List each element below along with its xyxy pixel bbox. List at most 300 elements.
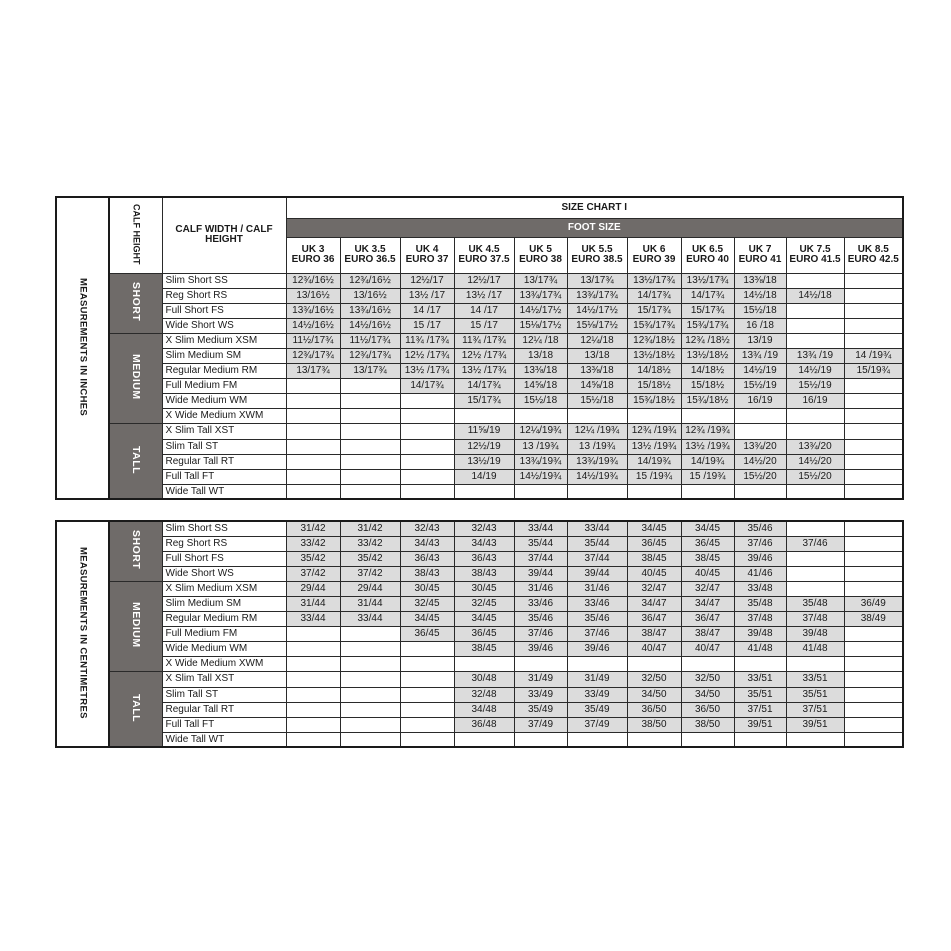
size-cell: 13½/19	[454, 454, 514, 469]
size-cell	[844, 566, 903, 581]
row-label: Regular Tall RT	[162, 702, 286, 717]
size-cell: 13/18	[567, 348, 627, 363]
size-cell: 39/48	[786, 627, 844, 642]
size-cell: 12¾/17¾	[286, 348, 340, 363]
size-cell: 15/17¾	[454, 394, 514, 409]
size-cell	[734, 657, 786, 672]
size-cell: 15/17¾	[627, 303, 681, 318]
chart-title: SIZE CHART I	[286, 197, 903, 218]
size-cell	[734, 484, 786, 499]
size-cell: 33/42	[286, 536, 340, 551]
size-cell: 12½/19	[454, 439, 514, 454]
size-cell: 37/51	[786, 702, 844, 717]
size-cell: 13/16½	[340, 288, 400, 303]
size-cell: 14⅝/18	[567, 379, 627, 394]
size-cell	[340, 657, 400, 672]
size-cell	[286, 702, 340, 717]
size-cell: 14 /17	[400, 303, 454, 318]
size-cell: 31/42	[286, 521, 340, 536]
uk-size: UK 4.5	[468, 244, 500, 255]
size-cell: 37/46	[734, 536, 786, 551]
size-cell	[400, 424, 454, 439]
size-cell: 14½/18	[786, 288, 844, 303]
size-cell: 15/19¾	[844, 364, 903, 379]
size-cell: 13/16½	[286, 288, 340, 303]
size-cell: 37/46	[786, 536, 844, 551]
size-cell: 32/50	[681, 672, 734, 687]
table-row	[56, 717, 903, 732]
uk-size: UK 5.5	[581, 244, 613, 255]
size-cell: 36/49	[844, 596, 903, 611]
size-cell: 35/42	[340, 551, 400, 566]
row-label: X Slim Medium XSM	[162, 581, 286, 596]
size-cell	[286, 672, 340, 687]
size-cell: 13¾/17¾	[567, 288, 627, 303]
row-label: Wide Short WS	[162, 318, 286, 333]
size-cell: 32/45	[400, 596, 454, 611]
size-cell	[627, 732, 681, 747]
row-label: Slim Medium SM	[162, 348, 286, 363]
size-cell: 31/44	[340, 596, 400, 611]
table-row	[56, 318, 903, 333]
size-header	[286, 237, 340, 273]
size-cell	[844, 333, 903, 348]
unit-label: MEASUREMENTS IN INCHES	[77, 277, 89, 416]
table-row	[56, 409, 903, 424]
size-cell: 32/43	[400, 521, 454, 536]
row-label: Reg Short RS	[162, 288, 286, 303]
size-cell	[844, 469, 903, 484]
size-cell: 36/50	[681, 702, 734, 717]
table-row	[56, 521, 903, 536]
size-cell: 13/19	[734, 333, 786, 348]
size-cell	[681, 409, 734, 424]
size-cell: 35/42	[286, 551, 340, 566]
unit-label-cell	[56, 521, 109, 747]
size-cell	[400, 469, 454, 484]
size-cell: 13¾ /19	[786, 348, 844, 363]
size-cell	[844, 303, 903, 318]
size-cell: 39/44	[514, 566, 567, 581]
size-cell: 36/47	[627, 612, 681, 627]
size-cell	[844, 394, 903, 409]
title-row	[56, 197, 903, 218]
size-cell	[400, 687, 454, 702]
uk-size: UK 4	[415, 244, 439, 255]
size-cell	[340, 379, 400, 394]
size-cell: 34/45	[454, 612, 514, 627]
table-row	[56, 642, 903, 657]
size-cell: 15 /17	[400, 318, 454, 333]
size-cell: 36/43	[400, 551, 454, 566]
size-cell: 36/48	[454, 717, 514, 732]
size-cell	[786, 581, 844, 596]
size-cell	[844, 551, 903, 566]
size-cell	[734, 424, 786, 439]
table-row	[56, 439, 903, 454]
size-cell: 15½/20	[734, 469, 786, 484]
size-cell	[514, 732, 567, 747]
size-cell: 37/42	[340, 566, 400, 581]
size-cell: 34/45	[627, 521, 681, 536]
size-cell: 16 /18	[734, 318, 786, 333]
size-cell: 35/46	[514, 612, 567, 627]
size-cell	[340, 454, 400, 469]
size-cell: 34/43	[400, 536, 454, 551]
size-cell	[400, 409, 454, 424]
row-label: Full Short FS	[162, 303, 286, 318]
row-label: Regular Tall RT	[162, 454, 286, 469]
size-cell: 34/43	[454, 536, 514, 551]
uk-size: UK 7.5	[799, 244, 831, 255]
row-label: X Slim Medium XSM	[162, 333, 286, 348]
size-cell: 31/46	[514, 581, 567, 596]
size-cell	[400, 394, 454, 409]
size-cell: 39/46	[567, 642, 627, 657]
size-cell: 13¾/20	[786, 439, 844, 454]
size-cell	[286, 454, 340, 469]
size-cell: 40/45	[681, 566, 734, 581]
table-row	[56, 273, 903, 288]
size-cell: 13½/17¾	[627, 273, 681, 288]
uk-size: UK 7	[748, 244, 772, 255]
size-cell	[400, 454, 454, 469]
size-cell: 13⅜/18	[567, 364, 627, 379]
size-cell	[286, 424, 340, 439]
size-cell	[567, 409, 627, 424]
size-cell: 39/46	[734, 551, 786, 566]
size-cell	[400, 702, 454, 717]
size-cell: 34/50	[627, 687, 681, 702]
size-cell: 39/44	[567, 566, 627, 581]
uk-size: UK 6.5	[691, 244, 724, 255]
size-cell	[844, 273, 903, 288]
table-row	[56, 551, 903, 566]
table-row	[56, 672, 903, 687]
row-label: Full Tall FT	[162, 469, 286, 484]
size-cell: 36/45	[454, 627, 514, 642]
size-cell: 32/50	[627, 672, 681, 687]
size-cell: 15¾/17¾	[627, 318, 681, 333]
table-row	[56, 657, 903, 672]
size-cell	[734, 732, 786, 747]
size-cell: 35/51	[786, 687, 844, 702]
size-cell: 14½/19¾	[514, 469, 567, 484]
size-cell: 33/51	[734, 672, 786, 687]
size-cell: 35/48	[786, 596, 844, 611]
size-cell	[681, 484, 734, 499]
row-label: Full Medium FM	[162, 627, 286, 642]
row-label: Slim Medium SM	[162, 596, 286, 611]
size-cell: 33/44	[514, 521, 567, 536]
table-row	[56, 687, 903, 702]
size-cell: 37/42	[286, 566, 340, 581]
size-cell	[844, 687, 903, 702]
size-cell: 12¾/18½	[627, 333, 681, 348]
size-cell: 38/45	[627, 551, 681, 566]
size-cell: 38/50	[627, 717, 681, 732]
size-cell: 14½/16½	[286, 318, 340, 333]
size-cell: 40/45	[627, 566, 681, 581]
size-cell	[286, 642, 340, 657]
size-cell: 32/45	[454, 596, 514, 611]
size-cell: 33/42	[340, 536, 400, 551]
size-cell: 12½ /17¾	[454, 348, 514, 363]
size-cell	[844, 484, 903, 499]
uk-size: UK 8.5	[857, 244, 889, 255]
size-cell: 37/49	[514, 717, 567, 732]
size-cell	[340, 409, 400, 424]
size-cell	[400, 484, 454, 499]
size-cell: 29/44	[340, 581, 400, 596]
size-cell	[286, 439, 340, 454]
unit-label-cell	[56, 197, 109, 499]
size-cell	[286, 657, 340, 672]
row-label: Regular Medium RM	[162, 612, 286, 627]
size-cell: 13½ /17¾	[400, 364, 454, 379]
group-short	[109, 273, 162, 333]
size-cell	[844, 454, 903, 469]
size-cell: 14/18½	[627, 364, 681, 379]
size-cell: 14½/19	[734, 364, 786, 379]
size-cell	[844, 717, 903, 732]
size-cell: 14 /19¾	[844, 348, 903, 363]
size-cell	[286, 732, 340, 747]
size-cell: 15¾/18½	[681, 394, 734, 409]
size-cell: 13 /19¾	[514, 439, 567, 454]
euro-size: EURO 42.5	[847, 254, 899, 265]
row-label: X Slim Tall XST	[162, 672, 286, 687]
size-cell: 15 /19¾	[627, 469, 681, 484]
size-cell: 38/47	[627, 627, 681, 642]
size-header	[786, 237, 844, 273]
size-cell: 13/18	[514, 348, 567, 363]
size-cell	[844, 521, 903, 536]
size-cell: 13½/18½	[627, 348, 681, 363]
unit-label: MEASUREMENTS IN CENTIMETRES	[77, 546, 89, 719]
size-cell: 35/51	[734, 687, 786, 702]
size-cell: 15½/18	[567, 394, 627, 409]
group-medium	[109, 333, 162, 424]
table-row	[56, 379, 903, 394]
size-cell: 37/44	[567, 551, 627, 566]
size-cell: 15 /17	[454, 318, 514, 333]
euro-size: EURO 41.5	[789, 254, 841, 265]
size-cell	[844, 424, 903, 439]
size-cell	[844, 318, 903, 333]
size-cell: 40/47	[627, 642, 681, 657]
size-cell: 13½ /19¾	[681, 439, 734, 454]
size-cell: 14½/19¾	[567, 469, 627, 484]
size-cell: 30/45	[400, 581, 454, 596]
size-cell: 14/17¾	[400, 379, 454, 394]
size-cell: 33/49	[567, 687, 627, 702]
size-cell	[286, 379, 340, 394]
euro-size: EURO 37	[405, 254, 449, 265]
group-label: SHORT	[130, 530, 142, 570]
size-cell	[400, 732, 454, 747]
size-cell	[734, 409, 786, 424]
size-cell: 36/45	[400, 627, 454, 642]
uk-size: UK 6	[642, 244, 666, 255]
group-label: TALL	[130, 693, 142, 722]
group-label: SHORT	[130, 282, 142, 322]
group-label: TALL	[130, 445, 142, 474]
size-cell: 14/19	[454, 469, 514, 484]
uk-size: UK 3.5	[354, 244, 386, 255]
size-cell: 41/48	[786, 642, 844, 657]
size-cell: 12½ /17¾	[400, 348, 454, 363]
size-cell: 15 /19¾	[681, 469, 734, 484]
size-cell: 16/19	[786, 394, 844, 409]
size-cell: 13½ /17	[400, 288, 454, 303]
calf-height-label: CALF HEIGHT	[131, 203, 142, 264]
size-header	[627, 237, 681, 273]
size-cell	[400, 717, 454, 732]
size-cell: 34/47	[627, 596, 681, 611]
size-header	[400, 237, 454, 273]
size-cell: 13¾/20	[734, 439, 786, 454]
size-cell: 14½/17½	[567, 303, 627, 318]
size-cell: 15⅛/17½	[567, 318, 627, 333]
size-cell	[627, 657, 681, 672]
size-cell: 33/46	[514, 596, 567, 611]
size-cell: 15/18½	[627, 379, 681, 394]
group-tall	[109, 672, 162, 747]
size-cell	[844, 732, 903, 747]
size-cell	[786, 657, 844, 672]
size-cell: 30/45	[454, 581, 514, 596]
size-cell	[786, 484, 844, 499]
size-cell	[786, 273, 844, 288]
row-label: X Wide Medium XWM	[162, 409, 286, 424]
row-label: Wide Tall WT	[162, 484, 286, 499]
size-cell: 13½ /19¾	[627, 439, 681, 454]
size-header	[681, 237, 734, 273]
size-cell	[454, 409, 514, 424]
size-cell: 15½/18	[734, 303, 786, 318]
calf-height-header	[109, 197, 162, 273]
size-cell	[340, 732, 400, 747]
size-cell	[786, 521, 844, 536]
size-cell: 13½/18½	[681, 348, 734, 363]
size-cell: 13/17¾	[340, 364, 400, 379]
size-cell: 36/45	[627, 536, 681, 551]
size-cell: 33/51	[786, 672, 844, 687]
size-cell: 37/49	[567, 717, 627, 732]
size-cell: 13⅜/18	[734, 273, 786, 288]
table-row	[56, 348, 903, 363]
table-row	[56, 627, 903, 642]
size-cell: 35/49	[567, 702, 627, 717]
size-cell	[340, 717, 400, 732]
size-cell	[340, 702, 400, 717]
row-label: X Wide Medium XWM	[162, 657, 286, 672]
euro-size: EURO 38.5	[571, 254, 623, 265]
size-cell: 38/47	[681, 627, 734, 642]
size-cell	[514, 484, 567, 499]
table-row	[56, 566, 903, 581]
size-cell	[286, 717, 340, 732]
size-cell: 36/45	[681, 536, 734, 551]
size-cell	[844, 379, 903, 394]
size-cell	[681, 657, 734, 672]
size-cell: 36/43	[454, 551, 514, 566]
size-cell: 38/45	[454, 642, 514, 657]
size-cell	[786, 409, 844, 424]
size-cell	[286, 687, 340, 702]
size-cell: 15⅛/17½	[514, 318, 567, 333]
row-label: Slim Short SS	[162, 521, 286, 536]
size-cell	[340, 439, 400, 454]
size-cell: 15¾/17¾	[681, 318, 734, 333]
size-cell: 13¾/16½	[340, 303, 400, 318]
row-label: Slim Tall ST	[162, 687, 286, 702]
size-cell: 33/44	[567, 521, 627, 536]
size-cell: 13¾/17¾	[514, 288, 567, 303]
size-cell: 12¾/17¾	[340, 348, 400, 363]
size-chart-centimetres	[55, 520, 904, 748]
euro-size: EURO 41	[738, 254, 782, 265]
size-cell: 14/17¾	[454, 379, 514, 394]
size-cell: 35/49	[514, 702, 567, 717]
size-cell	[340, 687, 400, 702]
size-cell: 36/47	[681, 612, 734, 627]
size-cell	[454, 484, 514, 499]
size-cell: 39/48	[734, 627, 786, 642]
size-header	[340, 237, 400, 273]
size-cell	[786, 333, 844, 348]
group-tall	[109, 424, 162, 499]
size-cell: 13¾ /19	[734, 348, 786, 363]
size-cell: 40/47	[681, 642, 734, 657]
size-cell: 39/46	[514, 642, 567, 657]
row-label: Wide Medium WM	[162, 394, 286, 409]
group-short	[109, 521, 162, 581]
size-cell: 41/48	[734, 642, 786, 657]
size-cell: 38/50	[681, 717, 734, 732]
size-cell: 32/47	[681, 581, 734, 596]
size-cell: 12½/17	[454, 273, 514, 288]
size-cell: 14/19¾	[681, 454, 734, 469]
size-cell: 14½/17½	[514, 303, 567, 318]
table-row	[56, 424, 903, 439]
size-cell	[786, 566, 844, 581]
size-cell: 11¾ /17¾	[454, 333, 514, 348]
size-cell: 15½/19	[786, 379, 844, 394]
size-cell: 33/44	[340, 612, 400, 627]
size-cell: 15½/18	[514, 394, 567, 409]
row-label: Full Short FS	[162, 551, 286, 566]
row-label: Reg Short RS	[162, 536, 286, 551]
size-cell: 37/48	[734, 612, 786, 627]
euro-size: EURO 37.5	[458, 254, 510, 265]
table-row	[56, 303, 903, 318]
size-cell	[567, 657, 627, 672]
size-cell: 13¾/19¾	[514, 454, 567, 469]
table-row	[56, 581, 903, 596]
row-label: Full Tall FT	[162, 717, 286, 732]
size-cell: 35/48	[734, 596, 786, 611]
table-row	[56, 288, 903, 303]
table-row	[56, 702, 903, 717]
size-cell: 30/48	[454, 672, 514, 687]
size-cell: 12¾ /19¾	[681, 424, 734, 439]
size-cell: 37/46	[514, 627, 567, 642]
table-row	[56, 484, 903, 499]
size-cell: 33/48	[734, 581, 786, 596]
size-cell	[786, 303, 844, 318]
